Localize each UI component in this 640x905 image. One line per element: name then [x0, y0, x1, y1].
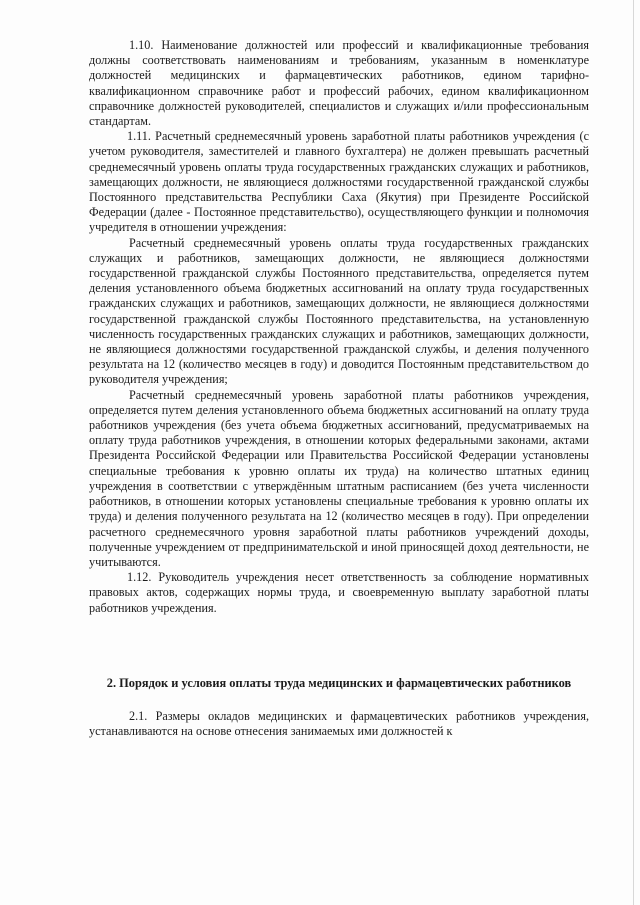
document-body: [89, 38, 589, 739]
paragraph-1-11: 1.11. Расчетный среднемесячный уровень заработной платы работников учреждения (с учетом руководителя, заместителей и главного бухгалтера) не должен превышать расчетный среднемесячный уровень оплаты труда государственных гражданских служащих и работников, замещающих должности, не являющиеся должностями государственной гражданской службы Постоянного представительства Республики Саха (Якутия) при Президенте Российской Федерации (далее - Постоянное представительство), осуществляющего функции и полномочия учредителя в отношении учреждения:: [89, 129, 589, 235]
paragraph-1-10: 1.10. Наименование должностей или профессий и квалификационные требования должны соответствовать наименованиям и требованиям, указанным в номенклатуре должностей медицинских и фармацевтических работников, едином тарифно-квалификационном справочнике работ и профессий рабочих, едином квалификационном справочнике должностей руководителей, специалистов и служащих и/или профессиональным стандартам.: [89, 38, 589, 129]
paragraph-1-12: 1.12. Руководитель учреждения несет ответственность за соблюдение нормативных правовых актов, содержащих нормы труда, и своевременную выплату заработной платы работников учреждения.: [89, 570, 589, 615]
paragraph-avg-level-civil-servants: Расчетный среднемесячный уровень оплаты труда государственных гражданских служащих и работников, замещающих должности, не являющиеся должностями государственной гражданской службы Постоянного представительства, определяется путем деления установленного объема бюджетных ассигнований на оплату труда государственных гражданских служащих и работников, замещающих должности, не являющиеся должностями государственной гражданской службы Постоянного представительства, на установленную численность государственных гражданских служащих и работников, замещающих должности, не являющиеся должностями государственной гражданской службы, и деления полученного результата на 12 (количество месяцев в году) и доводится Постоянным представительством до руководителя учреждения;: [89, 235, 589, 387]
page-edge-shadow: [633, 0, 634, 905]
paragraph-avg-level-institution: Расчетный среднемесячный уровень заработной платы работников учреждения, определяется путем деления установленного объема бюджетных ассигнований на оплату труда работников учреждения (без учета объема бюджетных ассигнований, предусматриваемых на оплату труда работников учреждения, в отношении которых федеральными законами, актами Президента Российской Федерации или Правительства Российской Федерации установлены специальные требования к уровню оплаты их труда) на количество штатных единиц учреждения в соответствии с утверждённым штатным расписанием (без учета численности работников, в отношении которых установлены специальные требования к уровню оплаты их труда) и деления полученного результата на 12 (количество месяцев в году). При определении расчетного среднемесячного уровня заработной платы работников учреждений доходы, полученные учреждением от предпринимательской и иной приносящей доход деятельности, не учитываются.: [89, 387, 589, 569]
paragraph-2-1: 2.1. Размеры окладов медицинских и фармацевтических работников учреждения, устанавливаются на основе отнесения занимаемых ими должностей к: [89, 708, 589, 739]
section-2-heading: 2. Порядок и условия оплаты труда медицинских и фармацевтических работников: [106, 675, 572, 690]
